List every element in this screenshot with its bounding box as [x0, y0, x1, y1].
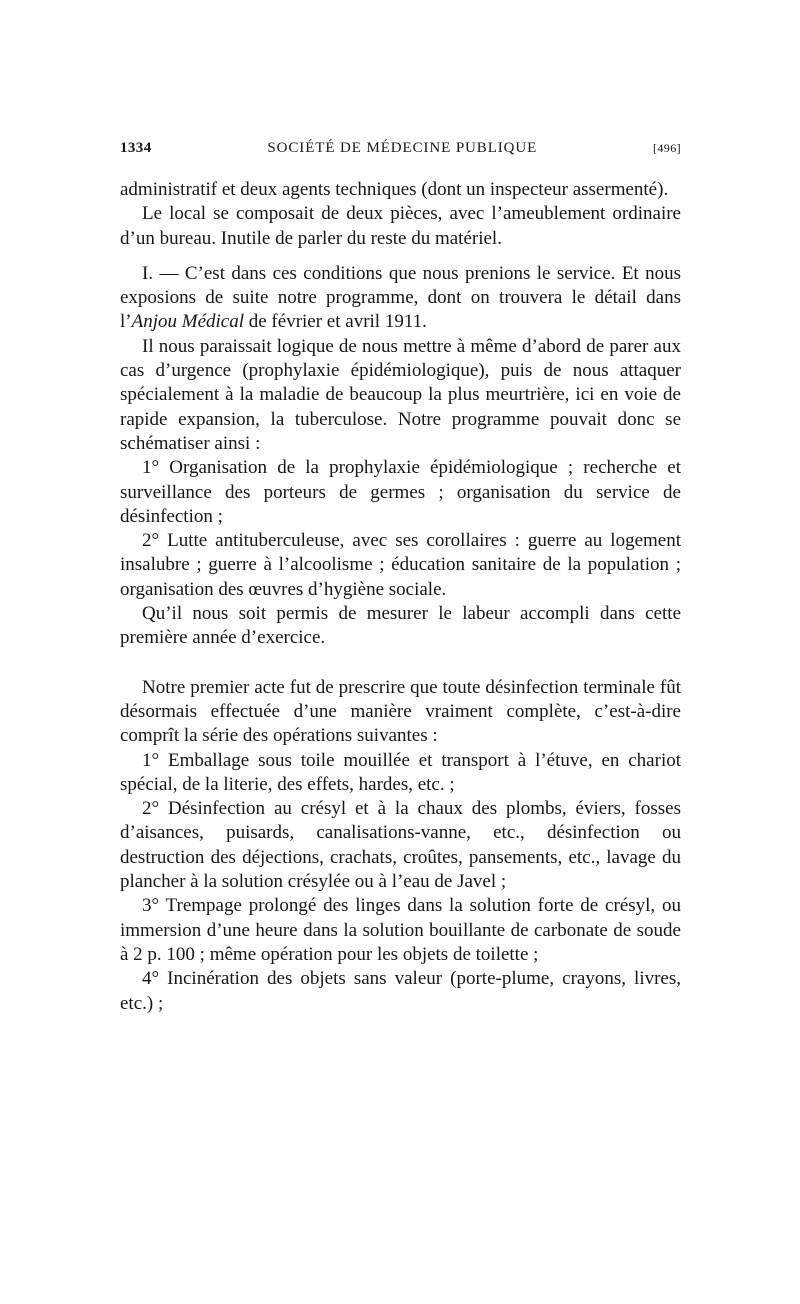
- paragraph-1: administratif et deux agents techniques (dont un inspecteur assermenté).: [120, 179, 669, 200]
- program-item-1: 1° Organisation de la prophylaxie épidémiologique ; recherche et surveillance des porteurs de germes ; organisation du service de désinfection ;: [120, 457, 681, 527]
- paragraph-3-end: de février et avril 1911.: [244, 311, 427, 333]
- operation-item-2: 2° Désinfection au crésyl et à la chaux des plombs, éviers, fosses d’aisances, puisards, canalisations-vanne, etc., désinfection ou destruction des déjections, crachats, croûtes, pansements, etc., lavage du plancher à la solution crésylée ou à l’eau de Javel ;: [120, 798, 681, 893]
- bracket-number: [496]: [653, 141, 681, 155]
- page-body: [120, 178, 681, 1016]
- paragraph-3: [120, 262, 681, 335]
- running-header: [120, 140, 681, 178]
- program-item-2: 2° Lutte antituberculeuse, avec ses corollaires : guerre au logement insalubre ; guerre à l’alcoolisme ; éducation sanitaire de la population ; organisation des œuvres d’hygiène sociale.: [120, 530, 681, 600]
- page-number: 1334: [120, 140, 152, 156]
- operation-item-3: 3° Trempage prolongé des linges dans la solution forte de crésyl, ou immersion d’une heure dans la solution bouillante de carbonate de soude à 2 p. 100 ; même opération pour les objets de toilette ;: [120, 895, 681, 965]
- paragraph-7: Qu’il nous soit permis de mesurer le labeur accompli dans cette première année d’exercice.: [120, 603, 681, 649]
- running-title: SOCIÉTÉ DE MÉDECINE PUBLIQUE: [267, 140, 538, 156]
- paragraph-4: Il nous paraissait logique de nous mettre à même d’abord de parer aux cas d’urgence (prophylaxie épidémiologique), puis de nous attaquer spécialement à la maladie de beaucoup la plus meurtrière, ici en voie de rapide expansion, la tuberculose. Notre programme pouvait donc se schématiser ainsi :: [120, 335, 681, 454]
- operation-item-4: 4° Incinération des objets sans valeur (porte-plume, crayons, livres, etc.) ;: [120, 968, 681, 1014]
- journal-title: Anjou Médical: [131, 311, 244, 333]
- book-page: [120, 140, 681, 1016]
- paragraph-2: Le local se composait de deux pièces, avec l’ameublement ordinaire d’un bureau. Inutile de parler du reste du matériel.: [120, 203, 681, 249]
- operation-item-1: 1° Emballage sous toile mouillée et transport à l’étuve, en chariot spécial, de la literie, des effets, hardes, etc. ;: [120, 749, 681, 795]
- paragraph-8: Notre premier acte fut de prescrire que toute désinfection terminale fût désormais effectuée d’une manière vraiment complète, c’est-à-dire comprît la série des opérations suivantes :: [120, 676, 681, 747]
- paragraph-3-text: I. — C’est dans ces conditions que nous prenions le service. Et nous exposions de suite notre programme, dont on trouvera le détail dans l’: [120, 262, 681, 333]
